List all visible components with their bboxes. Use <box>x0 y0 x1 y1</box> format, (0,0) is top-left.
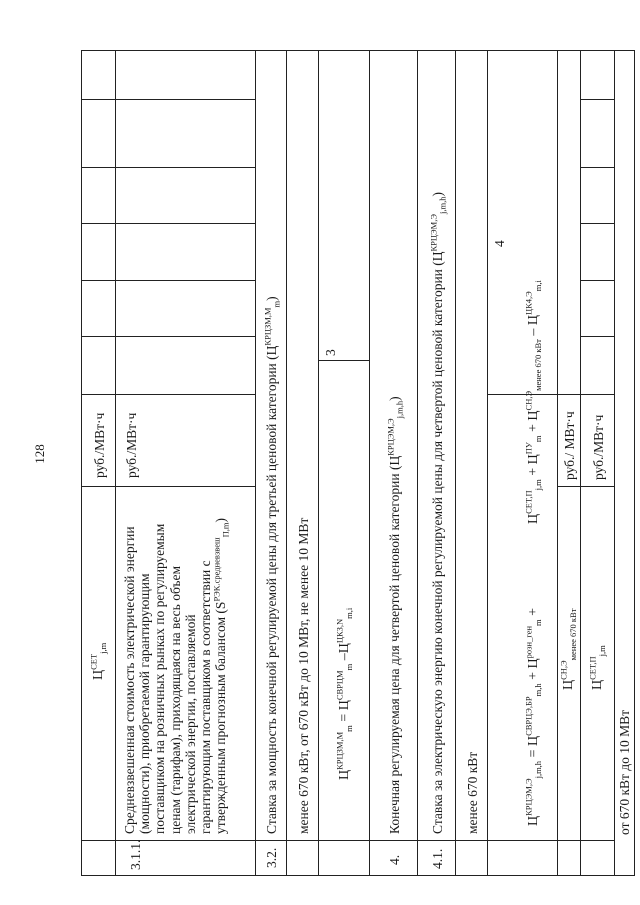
formula-symbol: $Ц^{КРЦЗМ,М}_m$ <box>262 300 282 356</box>
unit-label: руб./МВт·ч <box>124 412 139 478</box>
formula: $Ц^{КРЦЗМ,М}_m = Ц^{СВРЦМ}_m$ $-Ц^{ЦКЗ,N}_{m,i}$ <box>334 607 354 780</box>
category-heading: менее 670 кВт, от 670 кВт до 10 МВт, не менее 10 МВт <box>296 517 311 834</box>
formula-symbol: $Ц^{СЕТ,П}_{j,m}$ <box>587 645 607 690</box>
category-heading: от 670 кВт до 10 МВт <box>617 709 632 835</box>
table-row <box>81 50 116 876</box>
section-heading: Ставка за электрическую энергию конечной регулируемой цены для четвертой ценовой категории $(Ц^{КРЦЭМ,Э}_{j,m,h})$ <box>428 192 448 834</box>
item-number: 4. <box>387 854 402 865</box>
page-number: 128 <box>32 444 47 464</box>
unit-label: руб./ МВт·ч <box>562 411 577 480</box>
formula-symbol: $S^{РЭК.средневзвеш}_{П,m}$ <box>211 522 231 610</box>
table-row <box>287 50 319 876</box>
table-row <box>116 50 256 876</box>
formula-note-number: 4 <box>492 240 507 247</box>
unit-label: руб./МВт·ч <box>92 412 107 478</box>
formula-tail: $Ц^{СЕТ,П}_{j,m} + Ц^{ПУ}_m + Ц^{СН,Э}_{менее 670 кВт} - Ц^{ЦК4,Э}_{m,i}$ <box>523 280 543 524</box>
table-row <box>370 50 418 876</box>
section-heading: Ставка за мощность конечной регулируемой цены для третьей ценовой категории $(Ц^{КРЦЗМ,М}_m)$ <box>262 296 282 834</box>
table-row <box>456 50 488 876</box>
formula-symbol: $Ц^{СН,Э}_{менее 670 кВт}$ <box>558 608 578 690</box>
formula-note-number: 3 <box>323 349 338 356</box>
table-row <box>256 50 287 876</box>
formula: $Ц^{КРЦЭМ,Э}_{j,m,h} = Ц^{СВРЦЭ,БР}_{m,h} + Ц^{розн\_ген}_m$ + <box>523 607 543 826</box>
table-row <box>615 50 635 876</box>
unit-label: руб./МВт·ч <box>591 414 606 480</box>
formula-symbol: $Ц^{КРЦЭМ,Э}_{j,m,h}$ <box>428 196 448 262</box>
document-table <box>81 50 635 876</box>
item-number: 4.1. <box>430 848 445 869</box>
formula-symbol: $Ц^{СЕТ}_{j,m}$ <box>88 642 108 680</box>
table-row <box>581 50 615 876</box>
table-row <box>558 50 581 876</box>
item-number: 3.1.1. <box>128 839 143 870</box>
item-number: 3.2. <box>264 847 279 868</box>
table-row <box>488 50 558 876</box>
table-row <box>319 50 370 876</box>
item-description: Средневзвешенная стоимость электрической энергии (мощности), приобретаемой гарантирующим поставщиком на розничных рынках по регулируемым ценам (тарифам), приходящаяся на весь объем электрической энергии, поставляемой гарантирующим поставщиком в соответствии с утвержденным прогнозным балансом $(S^{РЭК.средневзвеш}_{П,m})$ <box>122 518 231 834</box>
formula-symbol: $Ц^{КРЦЭМ,Э}_{j,m,h}$ <box>385 400 405 466</box>
table-row <box>418 50 456 876</box>
category-heading: менее 670 кВт <box>465 751 480 834</box>
section-heading: Конечная регулируемая цена для четвертой ценовой категории $(Ц^{КРЦЭМ,Э}_{j,m,h})$ <box>385 396 405 834</box>
